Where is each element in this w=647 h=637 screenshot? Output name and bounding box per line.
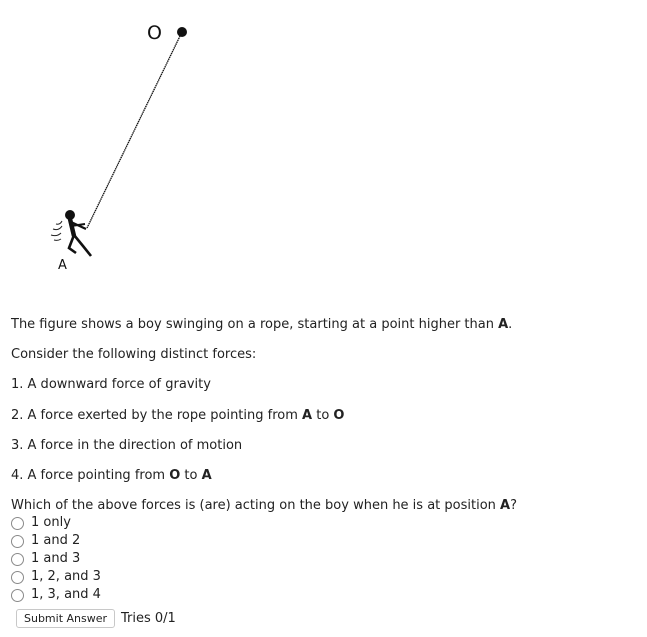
rope	[87, 34, 181, 228]
force-2: 2. A force exerted by the rope pointing from A to O	[11, 408, 345, 423]
force-3: 3. A force in the direction of motion	[11, 438, 243, 453]
option-5-radio[interactable]	[11, 589, 24, 602]
option-4[interactable]	[11, 568, 101, 586]
option-4-label: 1, 2, and 3	[31, 569, 101, 584]
option-1[interactable]	[11, 514, 71, 532]
option-2[interactable]	[11, 532, 80, 550]
force-4: 4. A force pointing from O to A	[11, 468, 212, 483]
option-5[interactable]	[11, 586, 101, 604]
motion-lines	[51, 221, 62, 240]
option-2-label: 1 and 2	[31, 533, 81, 548]
pendulum-figure	[40, 10, 220, 280]
boy-figure	[66, 211, 92, 257]
force-1: 1. A downward force of gravity	[11, 377, 211, 392]
tries-counter: Tries 0/1	[121, 611, 176, 626]
option-2-radio[interactable]	[11, 535, 24, 548]
option-5-label: 1, 3, and 4	[31, 587, 101, 602]
option-1-label: 1 only	[31, 515, 71, 530]
option-3-label: 1 and 3	[31, 551, 81, 566]
label-o: O	[147, 22, 162, 44]
question-prompt: Which of the above forces is (are) acting on the boy when he is at position A?	[11, 498, 517, 513]
label-a: A	[58, 258, 67, 273]
submit-answer-button[interactable]: Submit Answer	[16, 609, 115, 628]
forces-heading: Consider the following distinct forces:	[11, 347, 257, 362]
option-4-radio[interactable]	[11, 571, 24, 584]
option-1-radio[interactable]	[11, 517, 24, 530]
pivot-dot	[177, 27, 187, 37]
question-intro: The figure shows a boy swinging on a rope, starting at a point higher than A.	[11, 317, 513, 332]
option-3-radio[interactable]	[11, 553, 24, 566]
option-3[interactable]	[11, 550, 80, 568]
